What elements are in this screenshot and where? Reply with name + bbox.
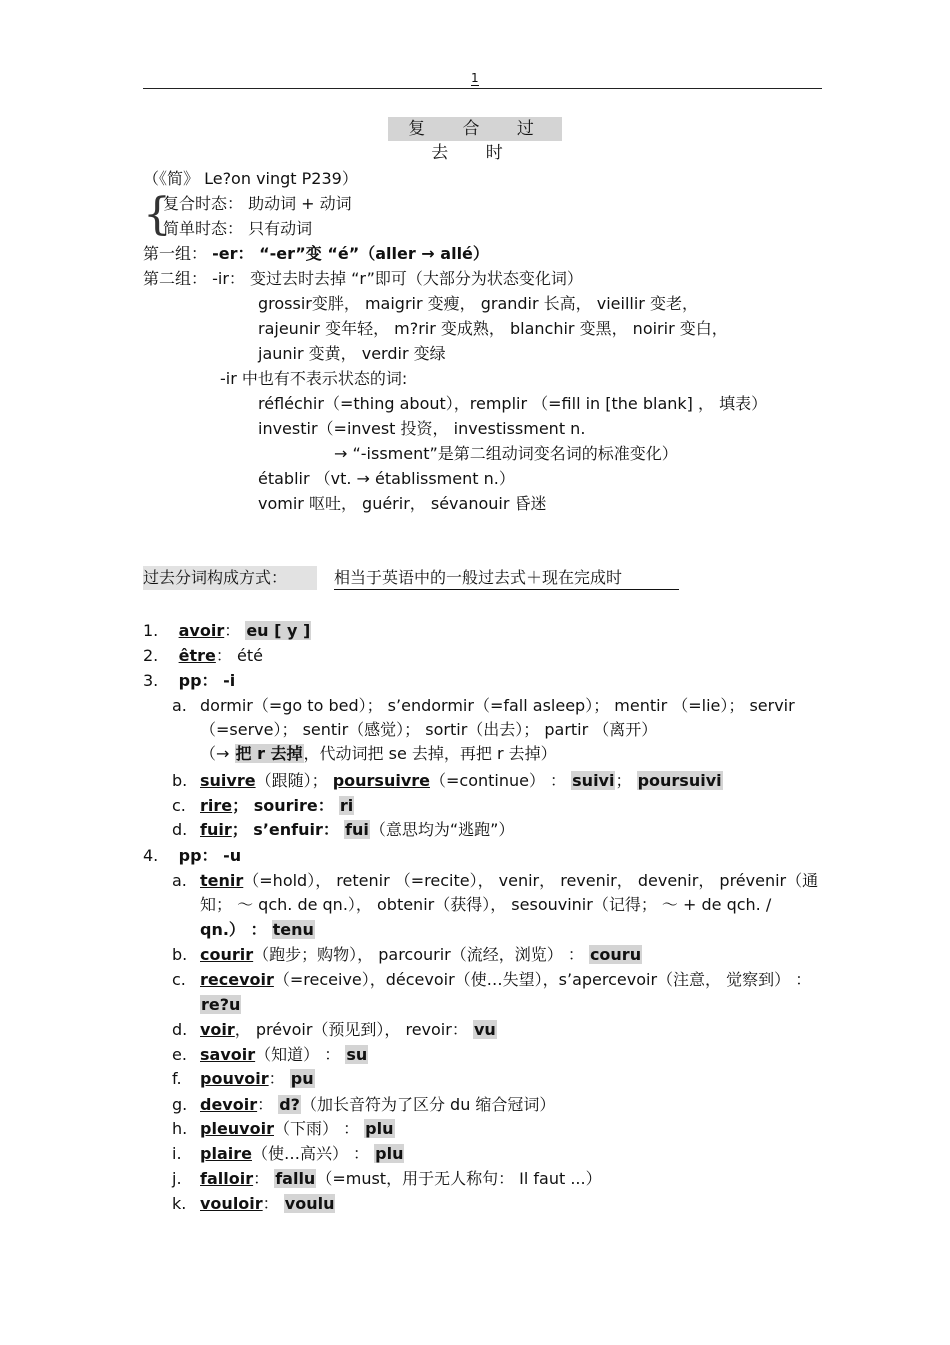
gloss: （=receive），décevoir（使…失望），s’apercevoir（注意， 觉察到） ： [273, 970, 812, 989]
separator: ： [224, 621, 241, 640]
non-state-example-3: → “-issment”是第二组动词变名词的标准变化） [334, 444, 678, 463]
group1-line [143, 243, 489, 265]
verb-tenir: tenir [200, 871, 244, 890]
pp-section-note: 相当于英语中的一般过去式＋现在完成时 [334, 567, 679, 590]
pp-pu: pu [290, 1069, 314, 1088]
list-item-4 [143, 845, 241, 867]
group2-label: 第二组： [143, 269, 208, 288]
sub-item-3d-letter: d. [172, 820, 188, 839]
sub-item-4f-letter: f. [172, 1069, 182, 1088]
pp-su: su [346, 1045, 368, 1064]
sub-item-4f [200, 1068, 315, 1090]
verb-courir: courir [200, 945, 254, 964]
pp-tenu: tenu [272, 920, 314, 939]
sub-item-4i [200, 1143, 404, 1165]
sub-item-3d [200, 819, 514, 841]
separator: ： [215, 646, 232, 665]
verb-recevoir: recevoir [200, 970, 274, 989]
header-rule [143, 88, 822, 89]
gloss: ； sourire： [232, 796, 334, 815]
sub-item-4b [200, 944, 642, 966]
pp-fui: fui [344, 820, 369, 839]
pp-fallu: fallu [275, 1169, 316, 1188]
group2-line [143, 268, 583, 290]
sub-item-3a-line1: dormir（=go to bed）； s’endormir（=fall asleep）； mentir （=lie）； servir [200, 696, 795, 715]
page-title: 复 合 过 去 时 [388, 117, 562, 141]
sub-item-4c-letter: c. [172, 970, 186, 989]
compound-tense-line: 复合时态： 助动词 + 动词 [163, 194, 352, 213]
source-line: （《简》 Le?on vingt P239） [143, 169, 358, 188]
verb-rire: rire [200, 796, 233, 815]
sub-item-4j [200, 1168, 602, 1190]
gloss: ： [262, 1194, 279, 1213]
sub-item-3a-line3 [200, 743, 557, 765]
list-item-1 [143, 620, 311, 642]
gloss: ： [253, 1169, 270, 1188]
gloss: ； s’enfuir： [231, 820, 339, 839]
verb-etre: être [178, 646, 216, 665]
sub-item-4d-letter: d. [172, 1020, 188, 1039]
sub-item-4k-letter: k. [172, 1194, 187, 1213]
verb-devoir: devoir [200, 1095, 258, 1114]
pp-section-label: 过去分词构成方式： [143, 568, 288, 587]
verb-pleuvoir: pleuvoir [200, 1119, 274, 1138]
list-item-3 [143, 670, 235, 692]
gloss: （意思均为“逃跑”） [369, 820, 515, 839]
sub-item-3c [200, 795, 354, 817]
sub-item-3c-letter: c. [172, 796, 186, 815]
paren-arrow: （→ [200, 744, 235, 763]
gloss: （加长音符为了区分 du 缩合冠词） [300, 1095, 556, 1114]
item-number: 4. [143, 846, 159, 865]
pp-suivi: suivi [572, 771, 615, 790]
non-state-example-1: réfléchir（=thing about），remplir （=fill in [the blank] ， 填表） [258, 394, 768, 413]
sub-item-3b-letter: b. [172, 771, 188, 790]
sub-item-4b-letter: b. [172, 945, 188, 964]
item-number: 1. [143, 621, 159, 640]
brace-glyph: { [143, 189, 171, 240]
sub-item-4a-line1 [200, 870, 818, 892]
gloss: （使…高兴） ： [251, 1144, 370, 1163]
sub-item-4d [200, 1019, 497, 1041]
gloss: （=continue） ： [429, 771, 567, 790]
verb-avoir: avoir [178, 621, 225, 640]
group1-text: -er： “-er”变 “é”（aller → allé） [212, 244, 489, 263]
verb-suivre: suivre [200, 771, 256, 790]
gloss: （下雨） ： [273, 1119, 360, 1138]
group1-label: 第一组： [143, 244, 208, 263]
gloss: ： [268, 1069, 285, 1088]
sub-item-4a-line3 [200, 919, 315, 941]
gloss: （跑步；购物）， parcourir（流经，浏览） ： [253, 945, 584, 964]
sub-item-4k [200, 1193, 335, 1215]
page-number: 1 [471, 71, 479, 85]
pp-plu: plu [365, 1119, 394, 1138]
group2-rule: -ir： 变过去时去掉 “r”即可（大部分为状态变化词） [212, 269, 583, 288]
verb-fuir: fuir [200, 820, 232, 839]
group2-example-2: rajeunir 变年轻， m?rir 变成熟， blanchir 变黑， noirir 变白， [258, 319, 728, 338]
gloss: qn.） ： [200, 920, 267, 939]
verb-falloir: falloir [200, 1169, 254, 1188]
sub-item-4g-letter: g. [172, 1095, 188, 1114]
sub-item-4c-line2 [200, 994, 241, 1016]
pp-du: d? [279, 1095, 300, 1114]
gloss: （跟随）； [255, 771, 328, 790]
group2-example-3: jaunir 变黄， verdir 变绿 [258, 344, 446, 363]
pp-eu: eu [ y ] [246, 621, 311, 640]
non-state-example-5: vomir 呕吐， guérir， sévanouir 昏迷 [258, 494, 547, 513]
verb-voir: voir [200, 1020, 235, 1039]
item-number: 3. [143, 671, 159, 690]
sub-item-3a-line2: （=serve）； sentir（感觉）； sortir（出去）； partir （离开） [200, 720, 658, 739]
item-head: pp： -i [178, 671, 236, 690]
verb-plaire: plaire [200, 1144, 252, 1163]
item-number: 2. [143, 646, 159, 665]
gloss: （=hold）， retenir （=recite）， venir， revenir， devenir， prévenir（通 [243, 871, 819, 890]
reflexive-note: ，代动词把 se 去掉，再把 r 去掉） [303, 744, 557, 763]
verb-pouvoir: pouvoir [200, 1069, 269, 1088]
item-head: pp： -u [178, 846, 242, 865]
sub-item-4c-line1 [200, 969, 811, 991]
pp-plu: plu [375, 1144, 404, 1163]
pp-vu: vu [473, 1020, 496, 1039]
sub-item-3a-letter: a. [172, 696, 187, 715]
non-state-example-4: établir （vt. → établissment n.） [258, 469, 515, 488]
gloss: （=must，用于无人称句： Il faut ...） [316, 1169, 602, 1188]
separator: ； [615, 771, 632, 790]
sub-item-3b [200, 770, 723, 792]
pp-recu: re?u [201, 995, 241, 1014]
sub-item-4g [200, 1094, 555, 1116]
sub-item-4e-letter: e. [172, 1045, 187, 1064]
group2-example-1: grossir变胖， maigrir 变瘦， grandir 长高， vieillir 变老， [258, 294, 698, 313]
gloss: ， prévoir（预见到）， revoir： [234, 1020, 468, 1039]
pp-poursuivi: poursuivi [637, 771, 722, 790]
sub-item-4i-letter: i. [172, 1144, 182, 1163]
non-state-example-2: investir（=invest 投资， investissment n. [258, 419, 586, 438]
gloss: （知道） ： [255, 1045, 341, 1064]
simple-tense-line: 简单时态： 只有动词 [163, 219, 313, 238]
gloss: ： [257, 1095, 274, 1114]
pp-voulu: voulu [284, 1194, 335, 1213]
sub-item-4a-letter: a. [172, 871, 187, 890]
verb-vouloir: vouloir [200, 1194, 263, 1213]
pp-ete: été [236, 646, 263, 665]
sub-item-4h-letter: h. [172, 1119, 188, 1138]
sub-item-4h [200, 1118, 395, 1140]
remove-r-highlight: 把 r 去掉 [235, 744, 303, 763]
sub-item-4e [200, 1044, 368, 1066]
list-item-2 [143, 645, 263, 667]
verb-savoir: savoir [200, 1045, 256, 1064]
pp-couru: couru [589, 945, 642, 964]
pp-ri: ri [339, 796, 354, 815]
sub-item-4j-letter: j. [172, 1169, 182, 1188]
sub-item-4a-line2: 知； ～ qch. de qn.）， obtenir（获得）， sesouvinir（记得； ～ + de qch. / [200, 895, 772, 914]
verb-poursuivre: poursuivre [332, 771, 430, 790]
non-state-heading: -ir 中也有不表示状态的词: [220, 369, 408, 388]
